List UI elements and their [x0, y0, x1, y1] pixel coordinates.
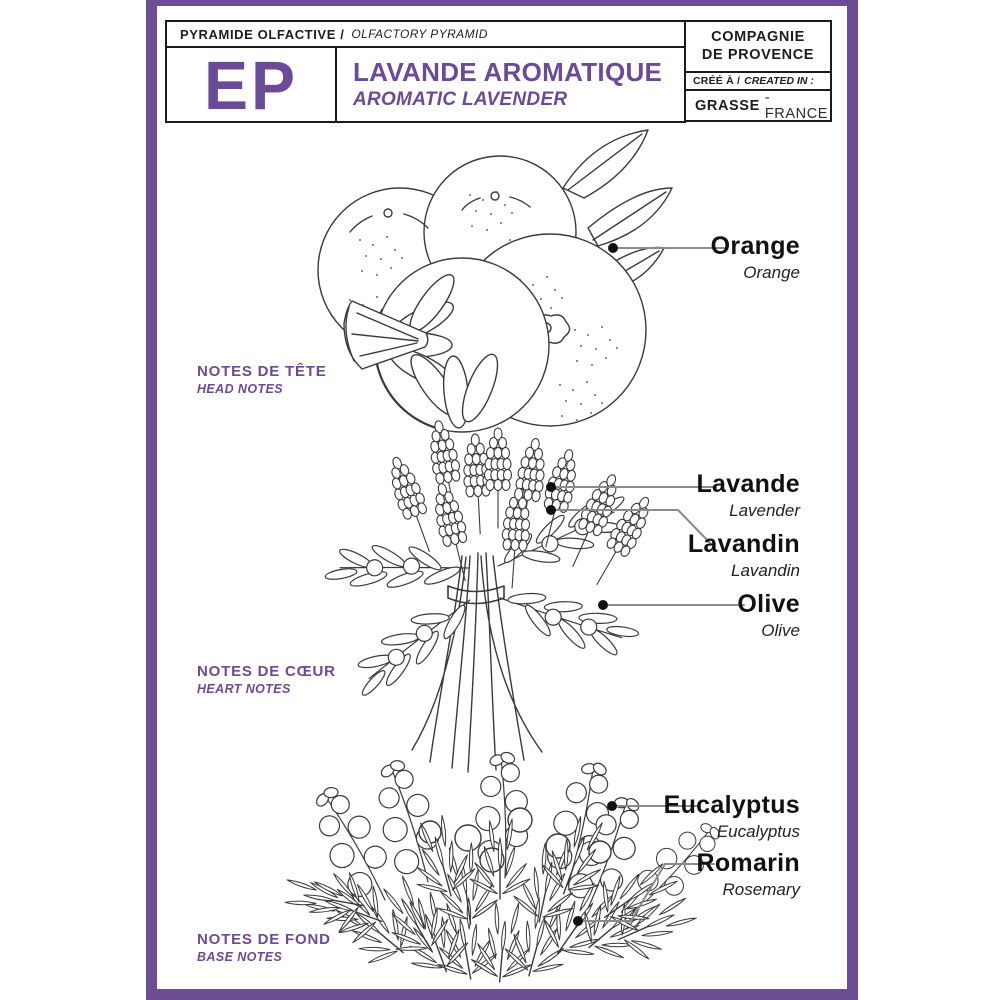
- origin-country: - FRANCE: [764, 89, 829, 122]
- section-heart-label-fr: NOTES DE CŒUR: [197, 663, 336, 680]
- section-base-label-fr: NOTES DE FOND: [197, 931, 331, 948]
- section-heart-notes: [197, 664, 336, 696]
- created-in-fr: CRÉÉ À /: [693, 75, 741, 87]
- product-name-en: AROMATIC LAVENDER: [353, 89, 568, 111]
- note-label-orange: [711, 234, 800, 281]
- note-name-en: Eucalyptus: [716, 822, 800, 841]
- brand-line2: DE PROVENCE: [701, 46, 815, 63]
- section-base-label-en: BASE NOTES: [197, 950, 283, 964]
- section-head-label-en: HEAD NOTES: [197, 382, 283, 396]
- note-name-en: Rosemary: [722, 880, 800, 899]
- note-name-en: Lavandin: [730, 561, 800, 580]
- note-name-en: Lavender: [729, 501, 800, 520]
- note-label-eucalyptus: [664, 793, 800, 840]
- brand-line1: COMPAGNIE: [711, 29, 805, 46]
- note-name-fr: Romarin: [696, 849, 800, 877]
- lavender-olive-bouquet-illustration: [322, 419, 658, 772]
- note-label-romarin: [696, 851, 800, 898]
- note-name-fr: Lavandin: [687, 530, 800, 558]
- note-label-olive: [737, 592, 800, 639]
- note-name-fr: Olive: [737, 590, 800, 618]
- pyramid-title-en: OLFACTORY PYRAMID: [351, 27, 488, 41]
- section-head-label-fr: NOTES DE TÊTE: [197, 363, 327, 380]
- note-name-en: Olive: [761, 621, 800, 640]
- note-name-en: Orange: [743, 263, 800, 282]
- section-head-notes: [197, 364, 327, 396]
- section-heart-label-en: HEART NOTES: [197, 682, 291, 696]
- ep-logo: EP: [203, 46, 299, 123]
- oranges-illustration: [318, 130, 672, 432]
- note-label-lavandin: [688, 532, 800, 579]
- created-in-en: CREATED IN :: [744, 75, 814, 87]
- note-name-fr: Lavande: [696, 470, 800, 498]
- note-label-lavande: [696, 472, 800, 519]
- pyramid-title-fr: PYRAMIDE OLFACTIVE /: [180, 26, 345, 42]
- origin-city: GRASSE: [695, 97, 760, 114]
- product-name-fr: LAVANDE AROMATIQUE: [353, 57, 663, 87]
- note-name-fr: Orange: [710, 232, 800, 260]
- note-name-fr: Eucalyptus: [663, 791, 800, 819]
- section-base-notes: [197, 932, 331, 964]
